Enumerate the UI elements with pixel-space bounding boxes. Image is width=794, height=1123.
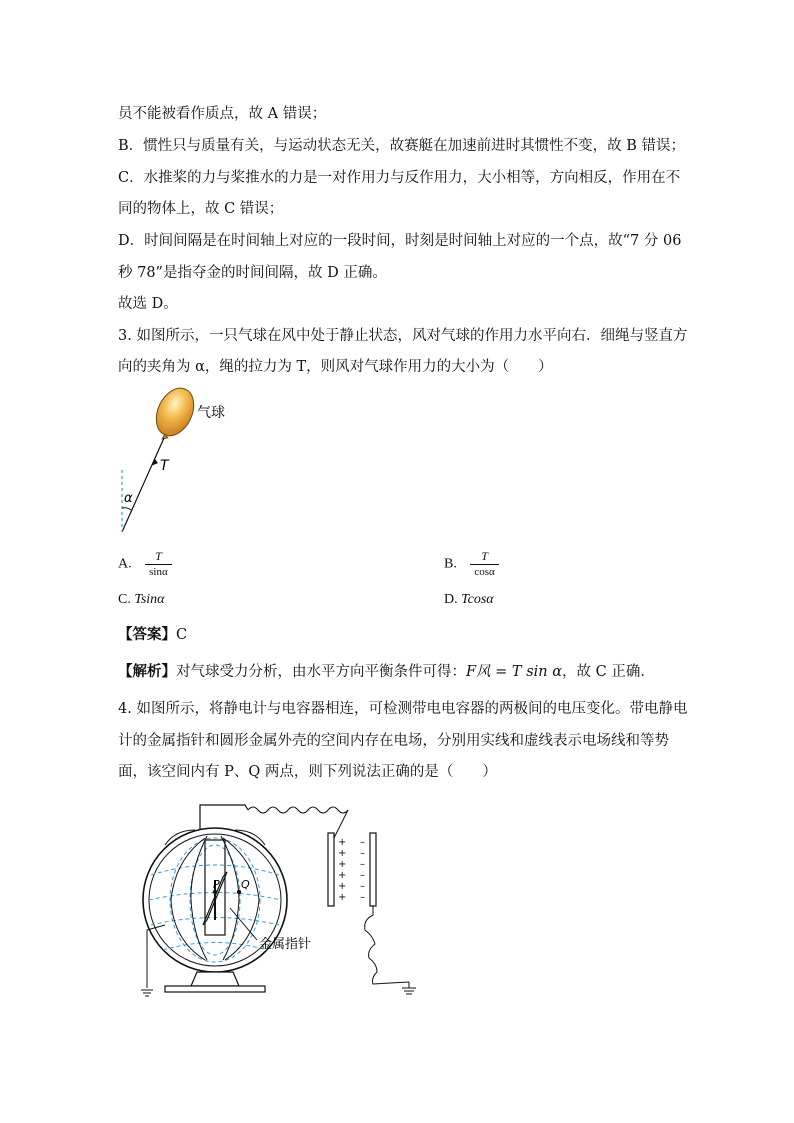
plate-charges — [338, 837, 365, 903]
point-p-label: P — [213, 878, 220, 891]
option-a-label: A. — [118, 556, 132, 572]
question-3-line-2: 向的夹角为 α，绳的拉力为 T，则风对气球作用力的大小为（ ） — [118, 359, 553, 375]
svg-text:+: + — [338, 837, 347, 848]
angle-label: α — [124, 491, 133, 506]
capacitor-plate-positive — [328, 833, 334, 906]
option-a[interactable] — [118, 549, 172, 580]
explanation-formula: F风 = T sin α — [466, 664, 563, 680]
explanation-line — [118, 660, 655, 681]
question-4-line-2: 计的金属指针和圆形金属外壳的空间内存在电场，分别用实线和虚线表示电场线和等势 — [118, 733, 669, 749]
text-line-2: B．惯性只与质量有关，与运动状态无关，故赛艇在加速前进时其惯性不变，故 B 错误； — [118, 138, 686, 154]
capacitor-plate-negative — [370, 833, 376, 906]
svg-text:–: – — [360, 837, 365, 848]
svg-text:–: – — [360, 859, 365, 870]
option-c-text: Tsinα — [134, 592, 165, 607]
svg-text:+: + — [338, 848, 347, 859]
electroscope-figure — [135, 800, 455, 1000]
stand — [191, 972, 239, 986]
balloon-icon — [149, 382, 201, 442]
balloon-figure — [115, 380, 255, 535]
option-c-label: C. — [118, 592, 131, 607]
option-c[interactable] — [118, 592, 165, 608]
explanation-tag: 【解析】 — [118, 663, 176, 680]
option-b-label: B. — [444, 556, 457, 572]
question-4-line-3: 面，该空间内有 P、Q 两点，则下列说法正确的是（ ） — [118, 764, 497, 780]
text-line-6: 秒 78”是指夺金的时间间隔，故 D 正确。 — [118, 265, 387, 281]
rope — [122, 438, 164, 532]
point-q-label: Q — [241, 878, 250, 891]
option-b[interactable] — [444, 549, 499, 580]
option-d[interactable] — [444, 592, 494, 608]
answer-line — [118, 623, 187, 644]
option-d-label: D. — [444, 592, 458, 607]
explanation-body: 对气球受力分析，由水平方向平衡条件可得： — [176, 664, 466, 680]
angle-arc — [122, 508, 132, 511]
text-line-1: 员不能被看作质点，故 A 错误； — [118, 106, 327, 122]
tension-label: T — [160, 458, 169, 474]
answer-tag: 【答案】 — [118, 626, 176, 643]
option-a-numerator: T — [145, 549, 172, 565]
svg-text:–: – — [360, 870, 365, 881]
svg-text:–: – — [360, 848, 365, 859]
text-line-4: 同的物体上，故 C 错误； — [118, 201, 284, 217]
svg-text:+: + — [338, 892, 347, 903]
option-d-text: Tcosα — [461, 592, 494, 607]
question-4-line-1: 4. 如图所示，将静电计与电容器相连，可检测带电电容器的两极间的电压变化。带电静电 — [118, 701, 688, 717]
option-b-numerator: T — [470, 549, 498, 565]
text-line-7: 故选 D。 — [118, 296, 178, 312]
svg-text:–: – — [360, 881, 365, 892]
option-a-denominator: sinα — [149, 566, 168, 578]
answer-value: C — [176, 627, 188, 643]
explanation-tail: ，故 C 正确． — [562, 664, 655, 680]
needle-label: 金属指针 — [259, 937, 312, 952]
wire-coil-bottom — [365, 906, 409, 984]
svg-text:+: + — [338, 859, 347, 870]
question-3-line-1: 3. 如图所示，一只气球在风中处于静止状态，风对气球的作用力水平向右．细绳与竖直方 — [118, 328, 688, 344]
balloon-label: 气球 — [197, 405, 225, 421]
text-line-3: C．水推桨的力与桨推水的力是一对作用力与反作用力，大小相等，方向相反，作用在不 — [118, 170, 681, 186]
svg-text:+: + — [338, 870, 347, 881]
option-b-denominator: cosα — [474, 566, 495, 578]
svg-text:–: – — [360, 892, 365, 903]
tension-arrow — [151, 459, 158, 466]
svg-text:+: + — [338, 881, 347, 892]
text-line-5: D．时间间隔是在时间轴上对应的一段时间，时刻是时间轴上对应的一个点，故“7 分 06 — [118, 233, 682, 249]
